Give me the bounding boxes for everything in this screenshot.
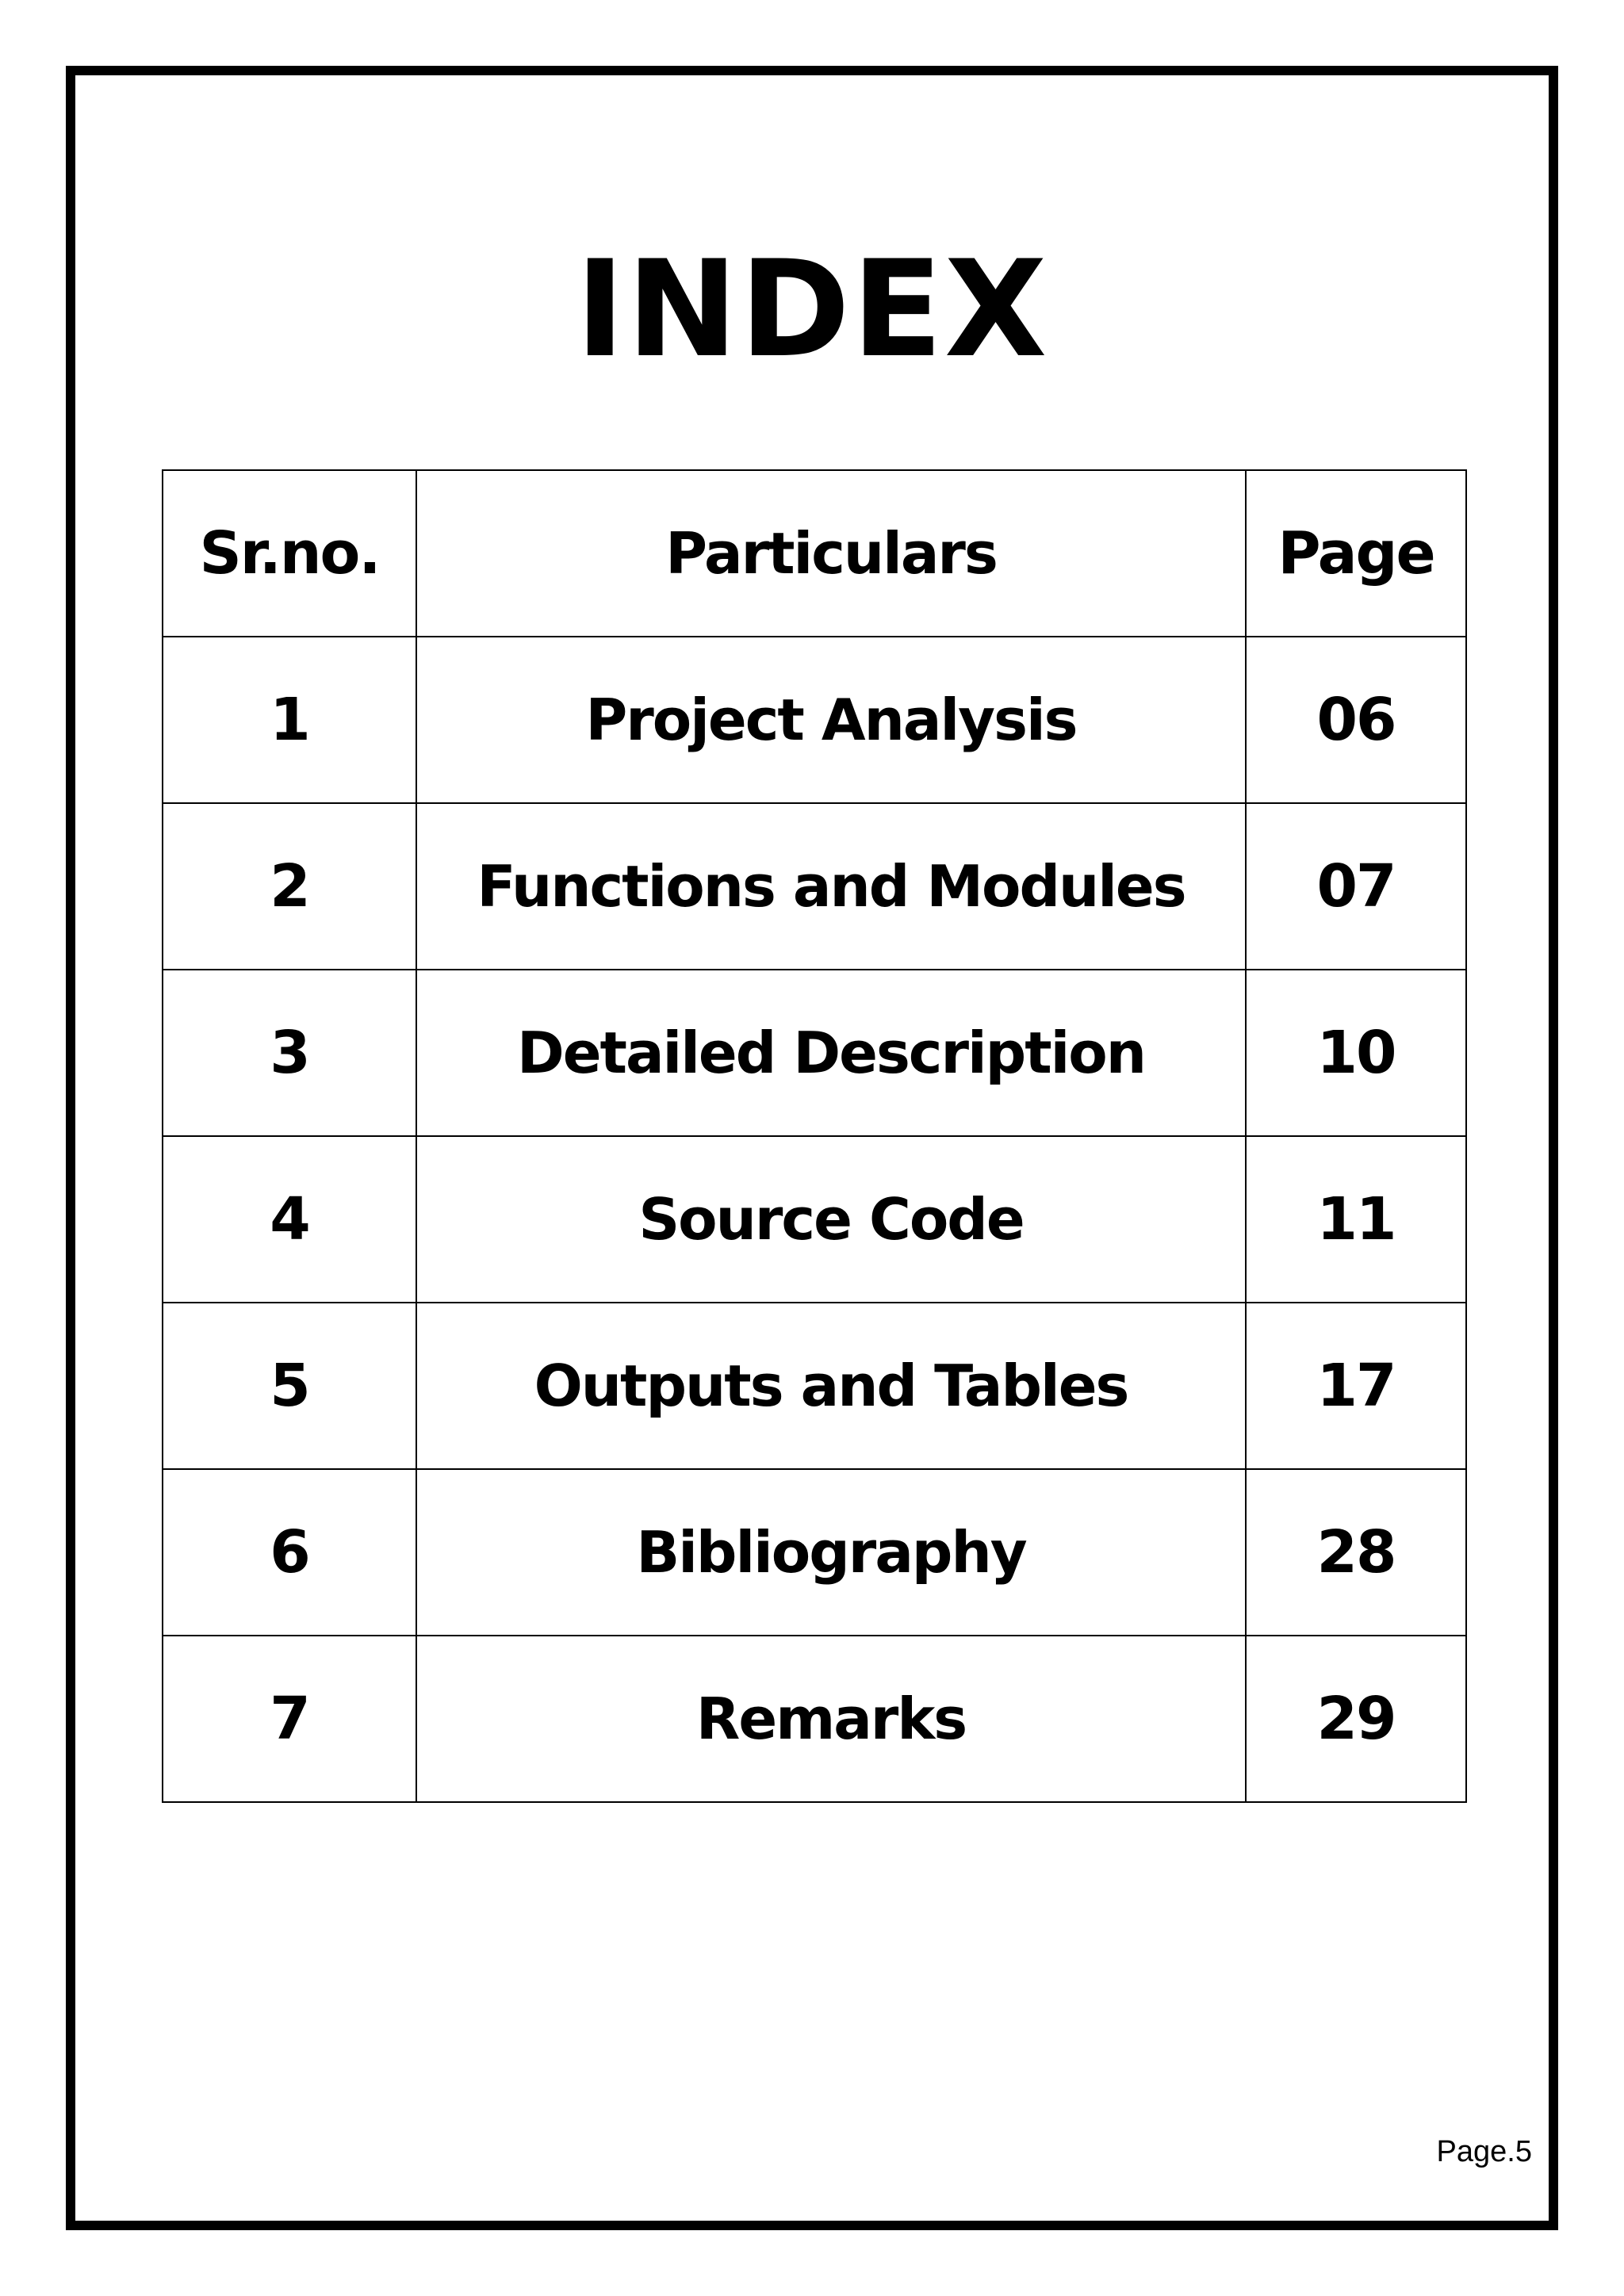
row-sr-no: 5	[163, 1303, 416, 1469]
table-row	[163, 970, 1466, 1136]
row-sr-no: 7	[163, 1636, 416, 1802]
table-row	[163, 1303, 1466, 1469]
table-row	[163, 637, 1466, 803]
table-row	[163, 1469, 1466, 1636]
table-row	[163, 1136, 1466, 1303]
row-page: 17	[1246, 1303, 1466, 1469]
row-particulars: Source Code	[416, 1136, 1246, 1303]
row-particulars: Outputs and Tables	[416, 1303, 1246, 1469]
page-number: Page.5	[1436, 2135, 1532, 2168]
table-row	[163, 803, 1466, 970]
row-particulars: Remarks	[416, 1636, 1246, 1802]
row-page: 11	[1246, 1136, 1466, 1303]
row-page: 29	[1246, 1636, 1466, 1802]
index-table	[162, 469, 1467, 1803]
row-sr-no: 3	[163, 970, 416, 1136]
row-page: 06	[1246, 637, 1466, 803]
row-sr-no: 2	[163, 803, 416, 970]
row-page: 10	[1246, 970, 1466, 1136]
row-page: 07	[1246, 803, 1466, 970]
header-sr-no: Sr.no.	[163, 470, 416, 637]
row-particulars: Bibliography	[416, 1469, 1246, 1636]
table-header-row	[163, 470, 1466, 637]
row-particulars: Functions and Modules	[416, 803, 1246, 970]
header-particulars: Particulars	[416, 470, 1246, 637]
page-title: INDEX	[575, 232, 1049, 387]
row-sr-no: 4	[163, 1136, 416, 1303]
row-sr-no: 6	[163, 1469, 416, 1636]
row-particulars: Project Analysis	[416, 637, 1246, 803]
row-page: 28	[1246, 1469, 1466, 1636]
row-sr-no: 1	[163, 637, 416, 803]
row-particulars: Detailed Description	[416, 970, 1246, 1136]
table-row	[163, 1636, 1466, 1802]
header-page: Page	[1246, 470, 1466, 637]
